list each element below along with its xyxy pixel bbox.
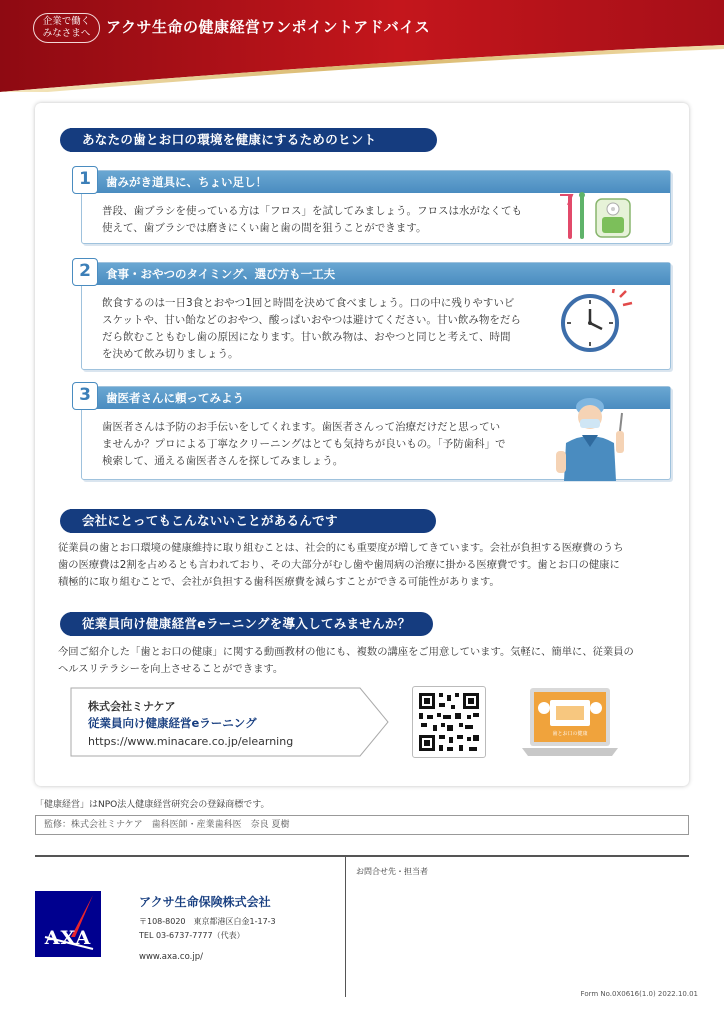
company-benefit-line: 従業員の歯とお口環境の健康維持に取り組むことは、社会的にも重要度が増してきています。会社が負担する医療費のうち (58, 542, 624, 554)
contact-label: お問合せ先・担当者 (356, 867, 428, 876)
company-benefit-line: 積極的に取り組むことで、会社が負担する歯科医療費を減らすことができる可能性があります。 (58, 576, 500, 588)
tip-number-1: 1 (72, 166, 98, 194)
company-benefit-text (58, 540, 670, 591)
tip-body-2 (102, 295, 562, 363)
footer-rule (35, 855, 689, 857)
dentist-illustration (552, 391, 634, 481)
elearning-line: ヘルスリテラシーを向上させることができます。 (58, 663, 284, 675)
tip-2-line: 飲食するのは一日3食とおやつ1回と時間を決めて食べましょう。口の中に残りやすいビ (102, 297, 515, 309)
clock-icon (558, 289, 638, 355)
promo-url-link[interactable]: https://www.minacare.co.jp/elearning (88, 735, 294, 748)
tip-number-2: 2 (72, 258, 98, 286)
laptop-illustration (520, 686, 620, 760)
footer-divider (345, 857, 346, 997)
laptop-caption: 歯とお口の健康 (552, 731, 588, 737)
audience-badge (33, 13, 100, 43)
tip-3-line: 歯医者さんは予防のお手伝いをしてくれます。歯医者さんって治療だけだと思ってい (102, 421, 501, 433)
tip-1-line: 使えて、歯ブラシでは磨きにくい歯と歯の間を狙うことができます。 (102, 222, 427, 234)
section-heading-hints: あなたの歯とお口の環境を健康にするためのヒント (70, 128, 437, 152)
footer-address (139, 915, 276, 943)
tip-title-2: 食事・おやつのタイミング、選び方も一工夫 (106, 267, 336, 281)
tip-card-3 (81, 386, 671, 480)
axa-logo (35, 891, 101, 957)
audience-badge-line1: 企業で働く (42, 16, 91, 27)
laptop-drawing (520, 686, 620, 760)
tip-2-line: だら飲むこともむし歯の原因になります。甘い飲み物は、おやつと同じと考えて、時間 (102, 331, 511, 343)
tip-number-3: 3 (72, 382, 98, 410)
footer-company-name: アクサ生命保険株式会社 (139, 895, 271, 909)
elearning-line: 今回ご紹介した「歯とお口の健康」に関する動画教材の他にも、複数の講座をご用意しています。気軽に、簡単に、従業員の (58, 646, 634, 658)
tip-2-line: を決めて飲み切りましょう。 (102, 348, 239, 360)
tip-title-1: 歯みがき道具に、ちょい足し！ (106, 175, 267, 189)
promo-company-name: 株式会社ミナケア (88, 700, 176, 713)
tip-body-3 (102, 419, 542, 470)
tip-card-2 (81, 262, 671, 370)
tip-header-1 (82, 171, 670, 193)
elearning-promo-box[interactable] (70, 687, 390, 757)
header-banner (0, 0, 724, 92)
qr-code-pattern (413, 687, 485, 757)
tip-header-2 (82, 263, 670, 285)
audience-badge-line2: みなさまへ (42, 28, 91, 39)
tip-3-line: ませんか？プロによる丁寧なクリーニングはとても気持ちが良いもの。「予防歯科」で (102, 438, 506, 450)
floss-illustration (550, 191, 650, 243)
supervisor-box: 監修：株式会社ミナケア 歯科医師・産業歯科医 奈良 夏樹 (35, 815, 689, 835)
footer-postal: 〒108-8020 東京都港区白金1-17-3 (139, 917, 276, 926)
form-number: Form No.0X0616(1.0) 2022.10.01 (580, 990, 698, 998)
company-benefit-line: 歯の医療費は2割を占めるとも言われており、その大部分がむし歯や歯周病の治療に掛かる医療費です。歯とお口の健康に (58, 559, 620, 571)
page-title: アクサ生命の健康経営ワンポイントアドバイス (106, 18, 431, 36)
qr-code[interactable] (412, 686, 486, 758)
tip-card-1 (81, 170, 671, 244)
tip-2-line: スケットや、甘い飴などのおやつ、酸っぱいおやつは避けてください。甘い飲み物をだら (102, 314, 521, 326)
section-heading-elearning: 従業員向け健康経営eラーニングを導入してみませんか？ (70, 612, 433, 636)
tip-body-1 (102, 203, 542, 237)
trademark-note: 「健康経営」はNPO法人健康経営研究会の登録商標です。 (35, 800, 270, 810)
axa-logo-text: AXA (44, 927, 92, 949)
tip-3-line: 検索して、通える歯医者さんを探してみましょう。 (102, 455, 344, 467)
section-heading-company: 会社にとってもこんないいことがあるんです (70, 509, 436, 533)
footer-tel: TEL 03-6737-7777（代表） (139, 931, 245, 940)
tip-title-3: 歯医者さんに頼ってみよう (106, 391, 244, 405)
tip-1-line: 普段、歯ブラシを使っている方は「フロス」を試してみましょう。フロスは水がなくても (102, 205, 522, 217)
header-background (0, 0, 724, 92)
elearning-text (58, 644, 670, 678)
promo-course-name: 従業員向け健康経営eラーニング (88, 716, 257, 730)
footer-website[interactable]: www.axa.co.jp/ (139, 952, 203, 962)
